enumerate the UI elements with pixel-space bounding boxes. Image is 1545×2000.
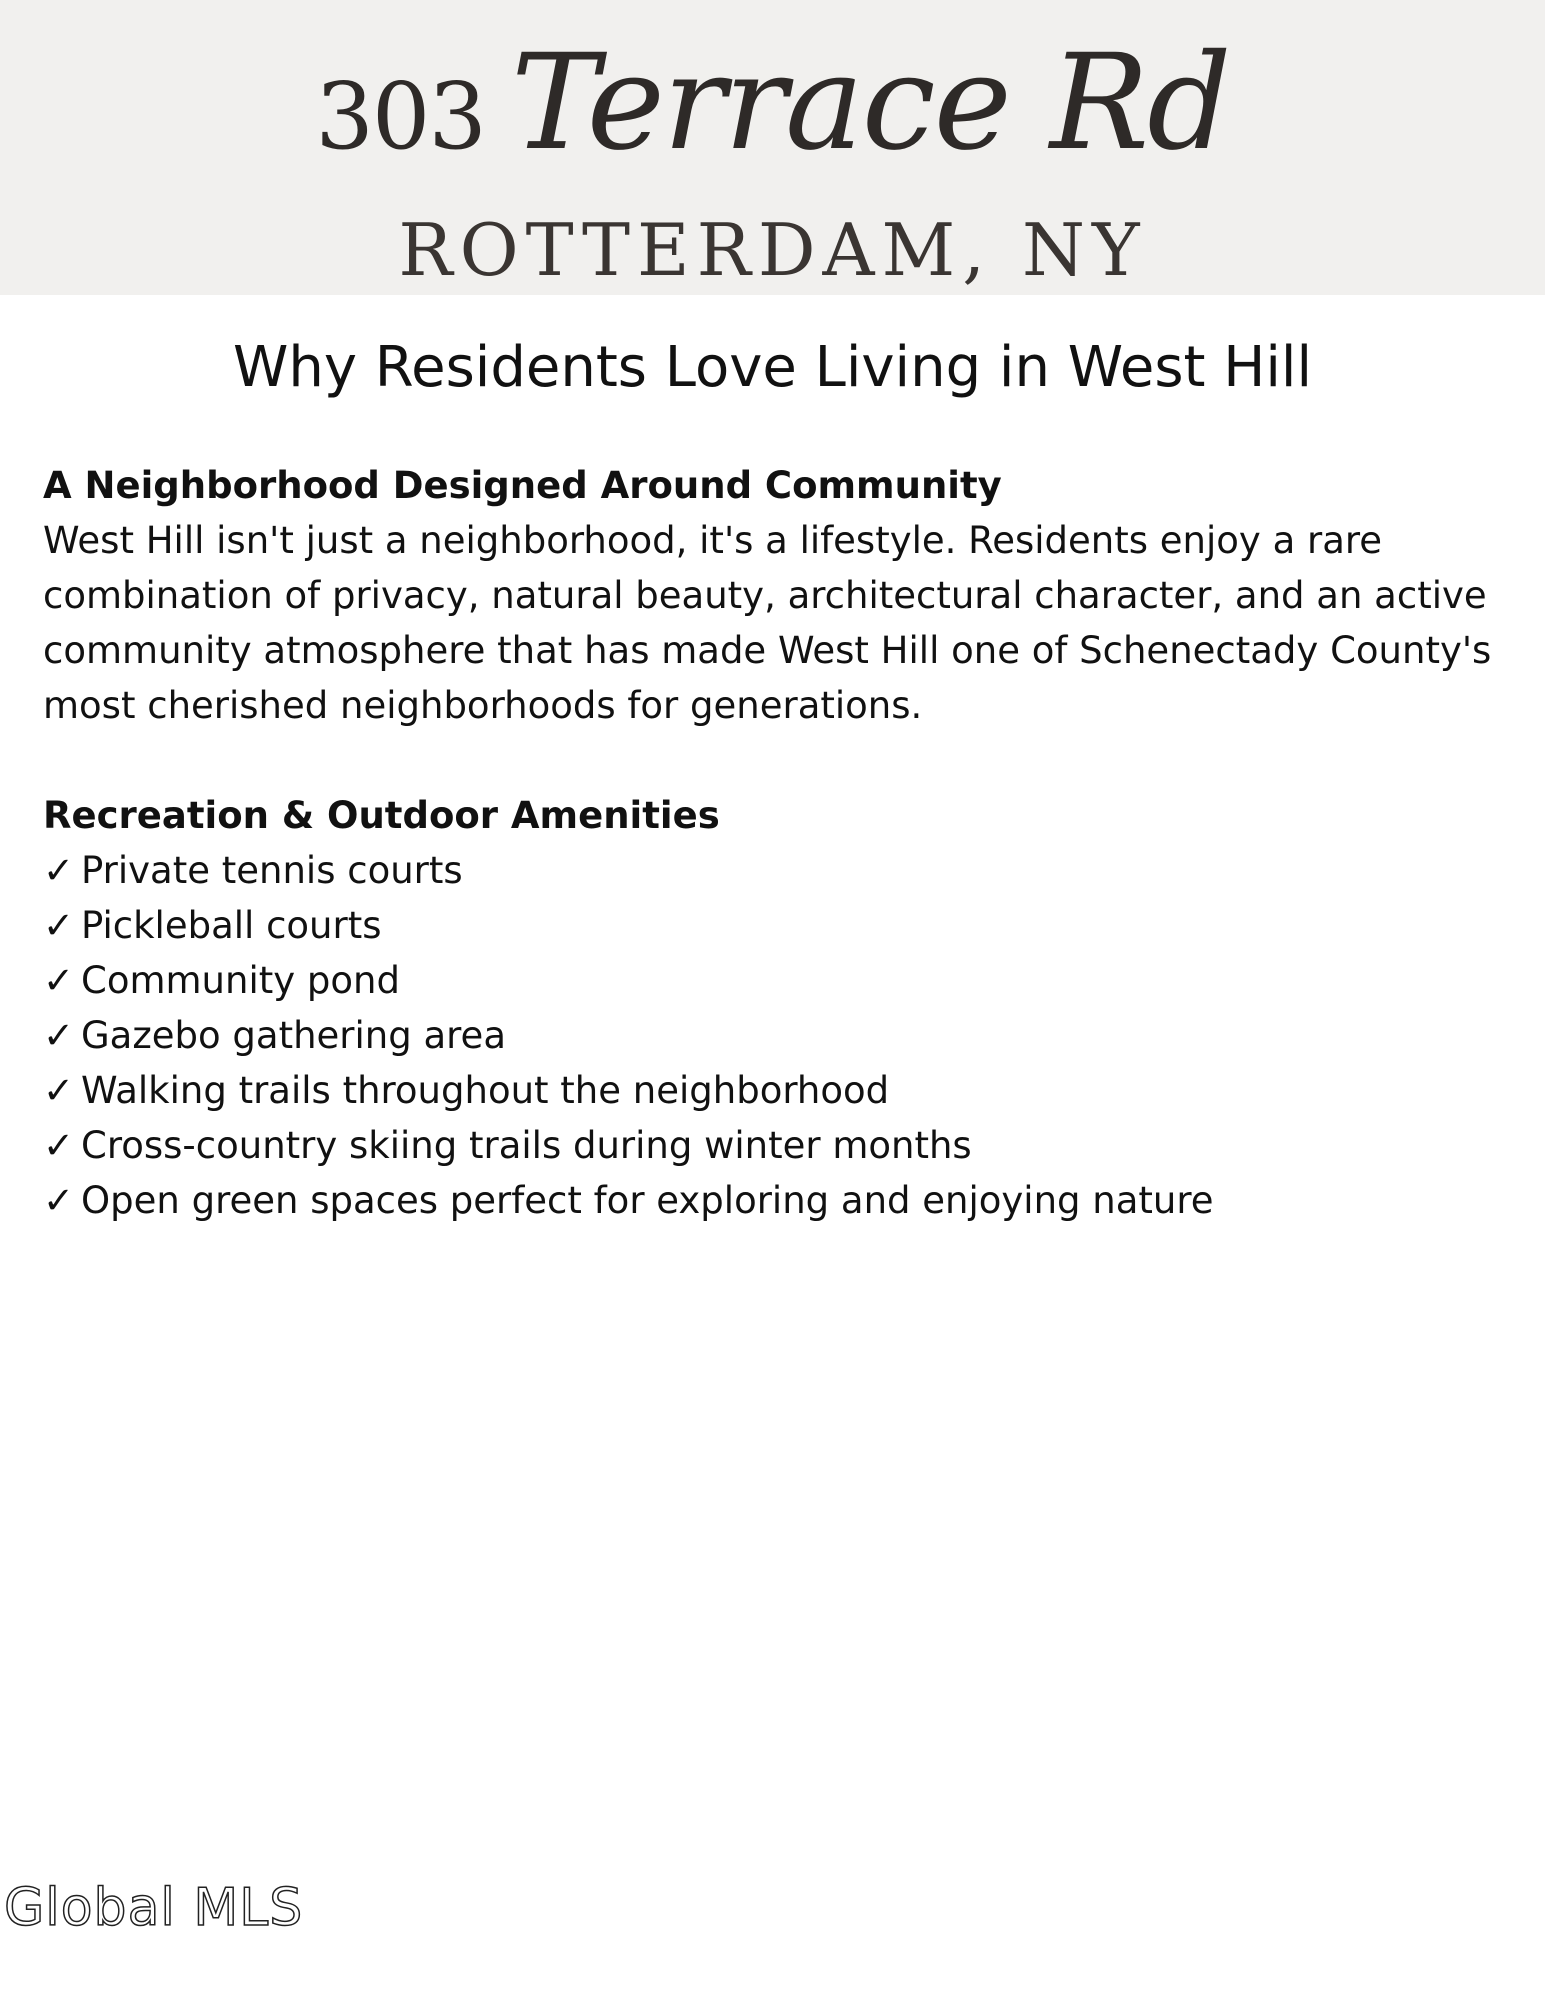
list-item-label: Pickleball courts — [81, 904, 382, 947]
list-item — [43, 1118, 1513, 1173]
list-item-label: Cross-country skiing trails during winter months — [81, 1124, 972, 1167]
check-icon: ✓ — [43, 1124, 75, 1167]
list-item — [43, 1008, 1513, 1063]
list-item — [43, 1063, 1513, 1118]
list-item — [43, 843, 1513, 898]
list-item-label: Community pond — [81, 959, 400, 1002]
list-item-label: Open green spaces perfect for exploring and enjoying nature — [81, 1179, 1214, 1222]
check-icon: ✓ — [43, 849, 75, 892]
street-number: 303 — [315, 63, 485, 170]
list-item-label: Gazebo gathering area — [81, 1014, 506, 1057]
city-state: ROTTERDAM, NY — [398, 208, 1147, 292]
section-heading-community: A Neighborhood Designed Around Community — [43, 464, 1002, 507]
page-title: Why Residents Love Living in West Hill — [232, 335, 1313, 400]
list-item-label: Walking trails throughout the neighborhood — [81, 1069, 890, 1112]
check-icon: ✓ — [43, 904, 75, 947]
street-name: Terrace Rd — [510, 26, 1230, 180]
global-mls-logo: Global MLS — [4, 1878, 304, 1938]
check-icon: ✓ — [43, 1179, 75, 1222]
check-icon: ✓ — [43, 1014, 75, 1057]
check-icon: ✓ — [43, 959, 75, 1002]
list-item — [43, 1173, 1513, 1228]
section-body-community: West Hill isn't just a neighborhood, it's a lifestyle. Residents enjoy a rare combination of privacy, natural beauty, architectural character, and an active community atmosphere that has made West Hill one of Schenectady County's most cherished neighborhoods for generations. — [43, 519, 1492, 727]
amenities-list — [43, 843, 1513, 1228]
list-item-label: Private tennis courts — [81, 849, 463, 892]
header-banner — [0, 0, 1545, 295]
main-content — [43, 458, 1513, 1228]
street-address — [0, 18, 1545, 202]
check-icon: ✓ — [43, 1069, 75, 1112]
list-item — [43, 898, 1513, 953]
section-heading-amenities: Recreation & Outdoor Amenities — [43, 794, 720, 837]
list-item — [43, 953, 1513, 1008]
spacer — [43, 733, 1513, 788]
